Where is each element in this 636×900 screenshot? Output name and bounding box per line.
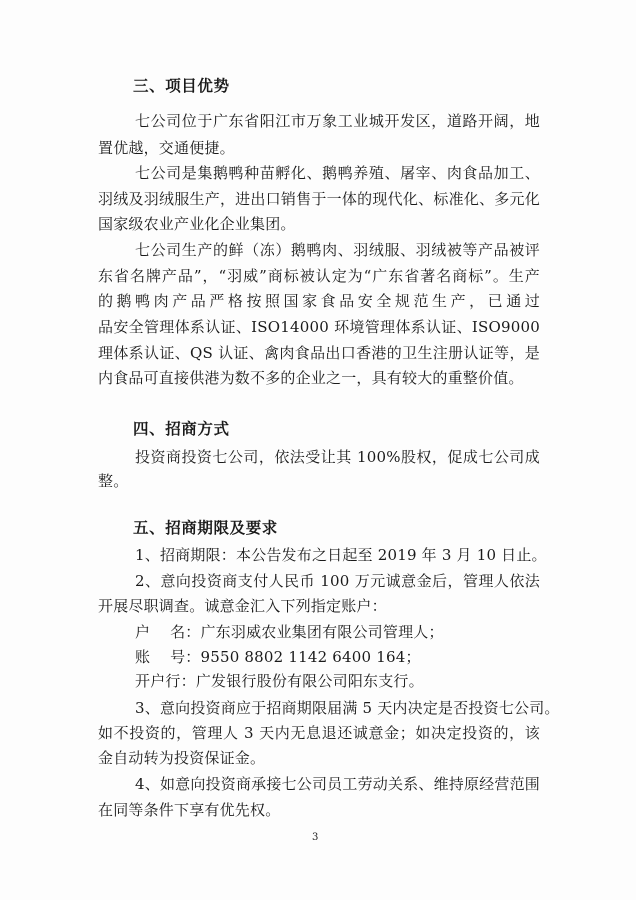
paragraph-line: 开展尽职调查。诚意金汇入下列指定账户： xyxy=(98,597,387,615)
account-number-label: 账 号： xyxy=(135,648,201,666)
paragraph-line: 羽绒及羽绒服生产，进出口销售于一体的现代化、标准化、多元化 xyxy=(98,190,540,208)
account-name-row xyxy=(135,622,444,642)
paragraph-line: 七公司生产的鲜（冻）鹅鸭肉、羽绒服、羽绒被等产品被评 xyxy=(135,241,540,259)
section-heading-terms-requirements: 五、招商期限及要求 xyxy=(133,518,278,537)
bank-value: 广发银行股份有限公司阳东支行。 xyxy=(195,672,424,690)
paragraph-line: 金自动转为投资保证金。 xyxy=(98,749,266,767)
account-number-value: 9550 8802 1142 6400 164； xyxy=(200,648,421,666)
paragraph-line: 在同等条件下享有优先权。 xyxy=(98,801,281,819)
list-item: 3、意向投资商应于招商期限届满 5 天内决定是否投资七公司。 xyxy=(135,699,560,717)
paragraph-line: 投资商投资七公司，依法受让其 100%股权，促成七公司成 xyxy=(135,448,540,466)
paragraph-line: 的鹅鸭肉产品严格按照国家食品安全规范生产，已通过 xyxy=(98,292,540,310)
paragraph-line: 东省名牌产品”，“羽威”商标被认定为“广东省著名商标”。生产 xyxy=(98,267,540,285)
paragraph-line: 理体系认证、QS 认证、禽肉食品出口香港的卫生注册认证等，是 xyxy=(98,344,540,362)
section-heading-investment-method: 四、招商方式 xyxy=(133,419,230,438)
paragraph-line: 七公司是集鹅鸭种苗孵化、鹅鸭养殖、屠宰、肉食品加工、 xyxy=(135,164,540,182)
list-item: 4、如意向投资商承接七公司员工劳动关系、维持原经营范围 xyxy=(135,775,540,793)
paragraph-line: 整。 xyxy=(98,472,129,490)
account-name-label: 户 名： xyxy=(135,623,201,641)
bank-row xyxy=(135,671,424,691)
list-item: 1、招商期限：本公告发布之日起至 2019 年 3 月 10 日止。 xyxy=(135,546,547,564)
list-item: 2、意向投资商支付人民币 100 万元诚意金后，管理人依法 xyxy=(135,572,540,590)
account-number-row xyxy=(135,647,421,667)
account-name-value: 广东羽威农业集团有限公司管理人； xyxy=(200,623,444,641)
paragraph-line: 置优越，交通便捷。 xyxy=(98,139,235,157)
paragraph-line: 品安全管理体系认证、ISO14000 环境管理体系认证、ISO9000 xyxy=(98,318,540,336)
paragraph-line: 如不投资的，管理人 3 天内无息退还诚意金；如决定投资的，该 xyxy=(98,724,540,742)
page-number: 3 xyxy=(312,832,319,843)
section-heading-advantages: 三、项目优势 xyxy=(133,76,230,95)
paragraph-line: 内食品可直接供港为数不多的企业之一，具有较大的重整价值。 xyxy=(98,369,524,387)
paragraph-line: 国家级农业产业化企业集团。 xyxy=(98,215,296,233)
bank-label: 开户行： xyxy=(135,672,196,690)
paragraph-line: 七公司位于广东省阳江市万象工业城开发区，道路开阔，地 xyxy=(135,112,540,130)
